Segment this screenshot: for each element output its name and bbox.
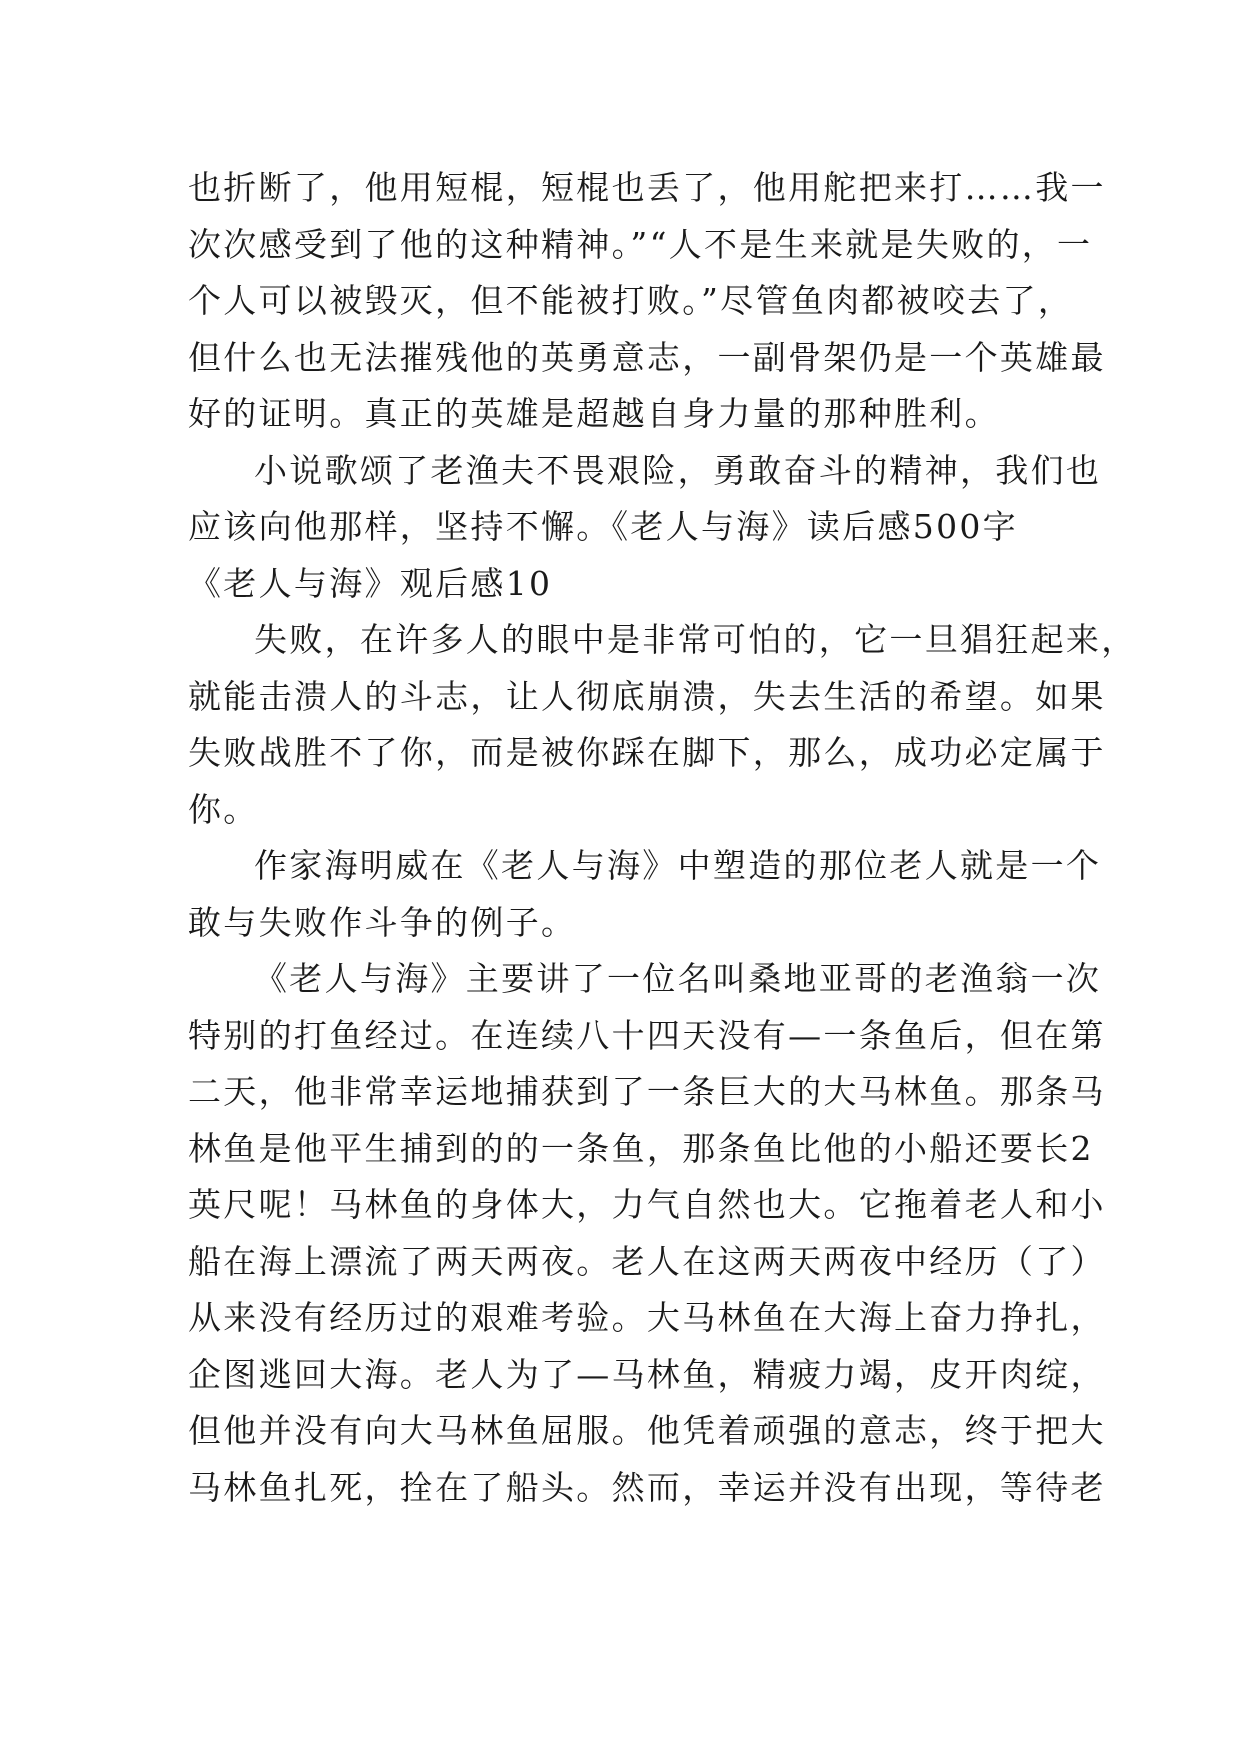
text-line: 马林鱼扎死，拴在了船头。然而，幸运并没有出现，等待老 bbox=[188, 1467, 1106, 1507]
text-line: 船在海上漂流了两天两夜。老人在这两天两夜中经历（了） bbox=[188, 1241, 1106, 1281]
text-line: 也折断了，他用短棍，短棍也丢了，他用舵把来打……我一 bbox=[188, 168, 1106, 207]
text-line: 次次感受到了他的这种精神。”“人不是生来就是失败的，一 bbox=[188, 224, 1093, 264]
text-line: 失败，在许多人的眼中是非常可怕的，它一旦猖狂起来， bbox=[254, 620, 1137, 659]
text-line: 好的证明。真正的英雄是超越自身力量的那种胜利。 bbox=[188, 394, 1000, 433]
text-line: 《老人与海》主要讲了一位名叫桑地亚哥的老渔翁一次 bbox=[254, 959, 1102, 998]
text-line: 个人可以被毁灭，但不能被打败。”尽管鱼肉都被咬去了， bbox=[188, 281, 1074, 320]
text-line: 就能击溃人的斗志，让人彻底崩溃，失去生活的希望。如果 bbox=[188, 676, 1106, 716]
text-line: 失败战胜不了你，而是被你踩在脚下，那么，成功必定属于 bbox=[188, 733, 1106, 772]
text-line: 但什么也无法摧残他的英勇意志，一副骨架仍是一个英雄最 bbox=[188, 337, 1106, 377]
text-line: 林鱼是他平生捕到的的一条鱼，那条鱼比他的小船还要长2 bbox=[188, 1128, 1094, 1168]
text-line: 从来没有经历过的艰难考验。大马林鱼在大海上奋力挣扎， bbox=[188, 1298, 1106, 1337]
text-line: 你。 bbox=[188, 789, 259, 829]
body-text bbox=[188, 160, 1137, 1516]
text-line: 二天，他非常幸运地捕获到了一条巨大的大马林鱼。那条马 bbox=[188, 1072, 1106, 1111]
text-line: 英尺呢！马林鱼的身体大，力气自然也大。它拖着老人和小 bbox=[188, 1185, 1106, 1224]
text-line: 企图逃回大海。老人为了—马林鱼，精疲力竭，皮开肉绽， bbox=[188, 1354, 1106, 1394]
text-line: 应该向他那样，坚持不懈。《老人与海》读后感500字 bbox=[188, 507, 1018, 546]
text-line: 作家海明威在《老人与海》中塑造的那位老人就是一个 bbox=[254, 846, 1102, 885]
text-line: 但他并没有向大马林鱼屈服。他凭着顽强的意志，终于把大 bbox=[188, 1411, 1106, 1450]
text-line: 特别的打鱼经过。在连续八十四天没有—一条鱼后，但在第 bbox=[188, 1015, 1106, 1055]
section-heading: 《老人与海》观后感10 bbox=[188, 563, 553, 603]
text-line: 敢与失败作斗争的例子。 bbox=[188, 902, 577, 942]
text-line: 小说歌颂了老渔夫不畏艰险，勇敢奋斗的精神，我们也 bbox=[254, 450, 1102, 490]
